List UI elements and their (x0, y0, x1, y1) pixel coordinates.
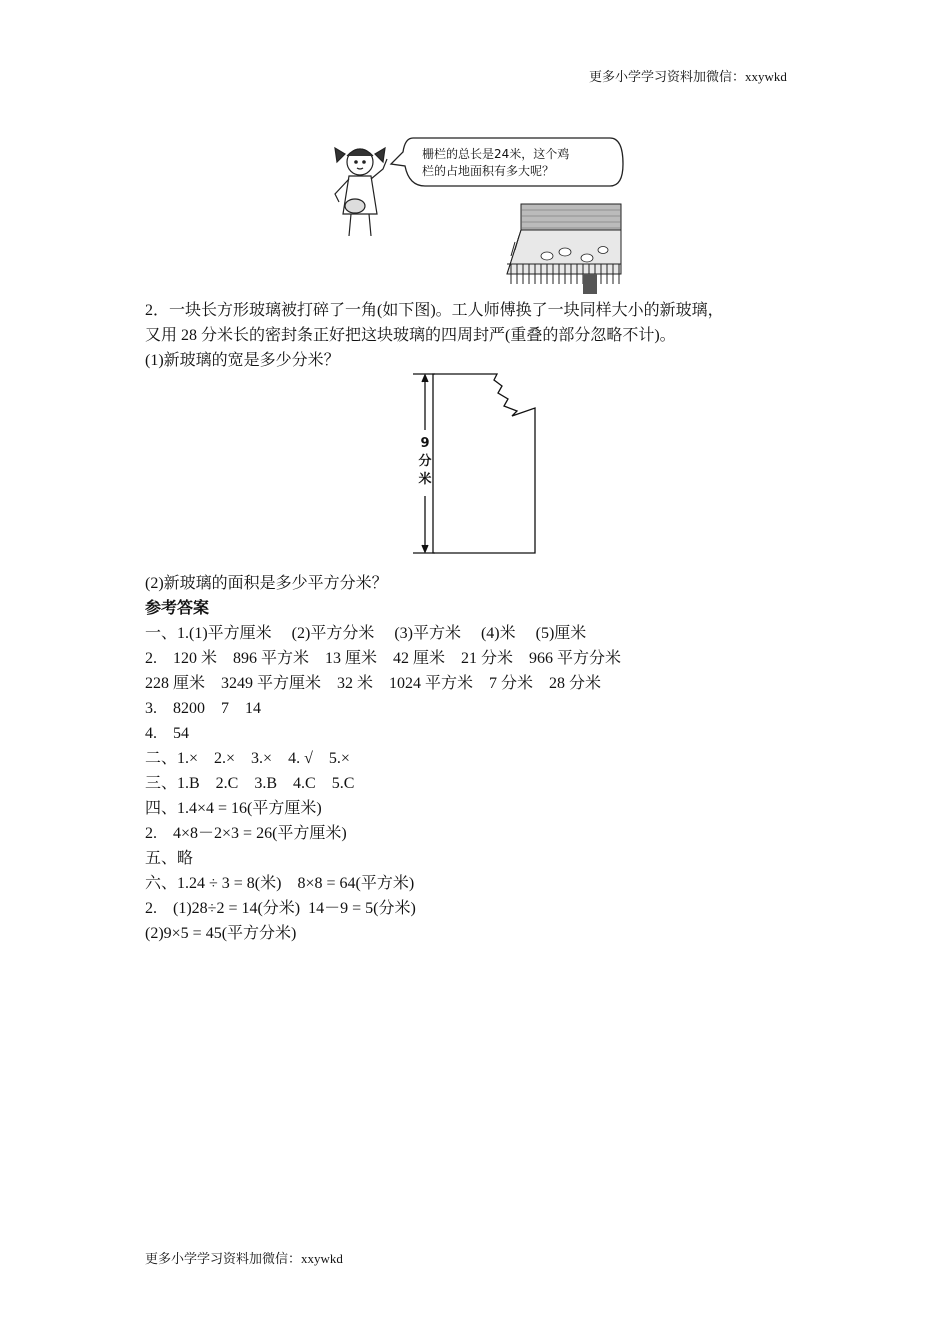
answer-line: 二、1.× 2.× 3.× 4. √ 5.× (145, 750, 350, 767)
answer-line: 五、略 (145, 850, 194, 867)
question-2: (2)新玻璃的面积是多少平方分米？ (145, 575, 388, 592)
answer-line: 六、1.24 ÷ 3 = 8(米) 8×8 = 64(平方米) (145, 875, 415, 892)
dimension-label-unit-2: 米 (418, 472, 432, 487)
speech-bubble-line-2: 栏的占地面积有多大呢？ (422, 164, 555, 178)
broken-glass-figure (405, 368, 545, 558)
dimension-label-unit-1: 分 (418, 454, 432, 469)
answer-line: 2. (1)28÷2 = 14(分米) 14－9 = 5(分米) (145, 900, 416, 917)
answer-line: 228 厘米 3249 平方厘米 32 米 1024 平方米 7 分米 28 分米 (145, 675, 602, 692)
answers-title: 参考答案 (145, 600, 210, 617)
question-1: (1)新玻璃的宽是多少分米？ (145, 352, 340, 369)
answer-line: (2)9×5 = 45(平方分米) (145, 925, 297, 942)
answer-line: 三、1.B 2.C 3.B 4.C 5.C (145, 775, 355, 792)
answer-line: 2. 120 米 896 平方米 13 厘米 42 厘米 21 分米 966 平方分米 (145, 650, 622, 667)
answer-line: 2. 4×8－2×3 = 26(平方厘米) (145, 825, 347, 842)
girl-and-chicken-yard-illustration (325, 124, 625, 294)
problem-2-line-1: 2．一块长方形玻璃被打碎了一角(如下图)。工人师傅换了一块同样大小的新玻璃， (145, 302, 724, 319)
answer-line: 一、1.(1)平方厘米 (2)平方分米 (3)平方米 (4)米 (5)厘米 (145, 625, 587, 642)
footer-note: 更多小学学习资料加微信：xxywkd (145, 1251, 343, 1266)
speech-bubble-line-1: 栅栏的总长是24米，这个鸡 (422, 147, 570, 161)
answer-line: 4. 54 (145, 725, 190, 742)
dimension-label-number: 9 (420, 436, 430, 451)
problem-2-line-2: 又用 28 分米长的密封条正好把这块玻璃的四周封严(重叠的部分忽略不计)。 (145, 327, 676, 344)
header-note: 更多小学学习资料加微信：xxywkd (589, 69, 787, 84)
answer-line: 四、1.4×4 = 16(平方厘米) (145, 800, 322, 817)
answer-line: 3. 8200 7 14 (145, 700, 262, 717)
